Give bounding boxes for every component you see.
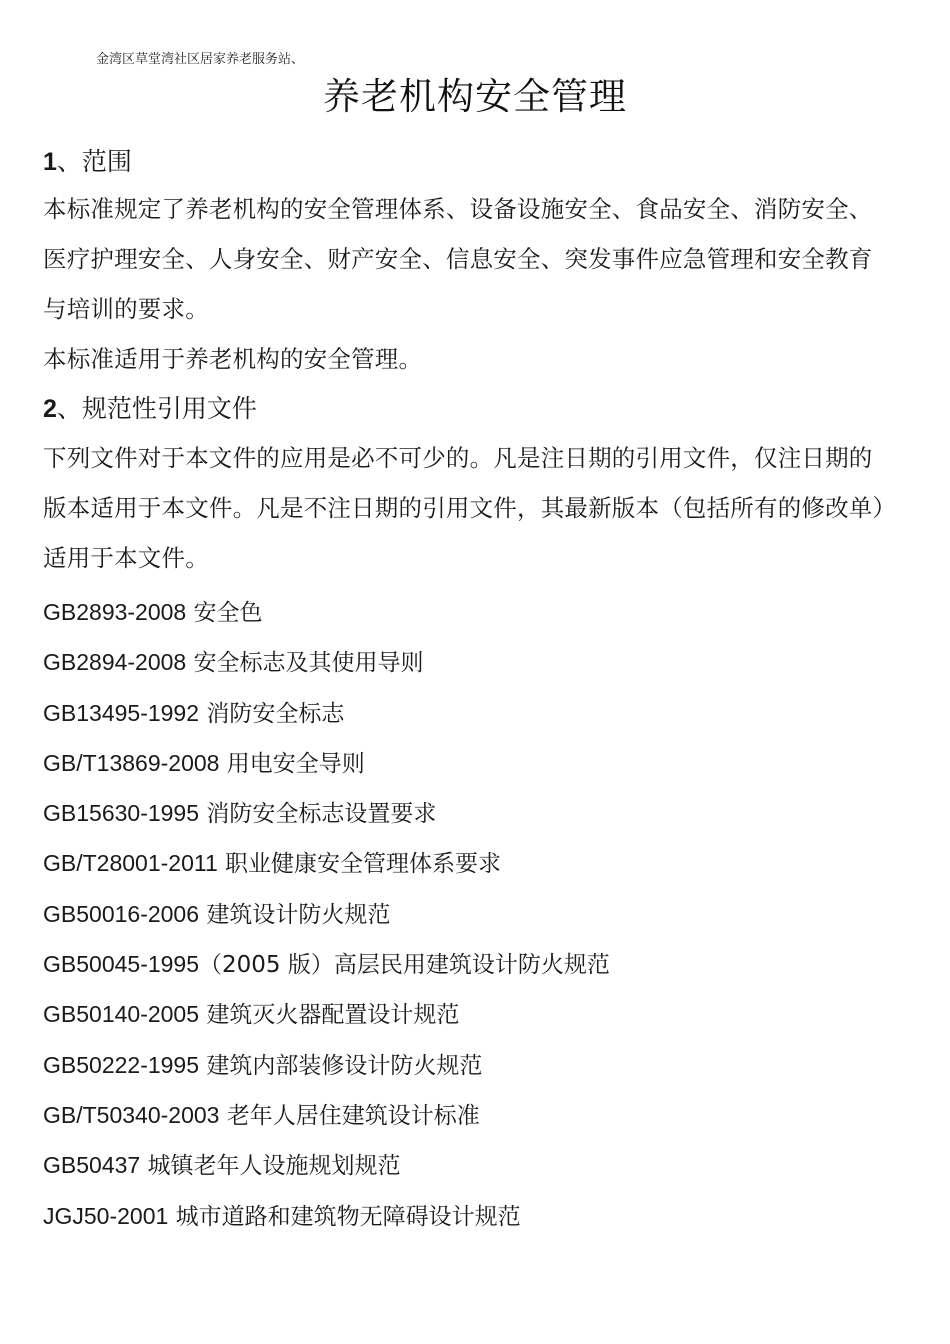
reference-name: 建筑内部装修设计防火规范 <box>199 1052 483 1079</box>
organization-header: 金湾区草堂湾社区居家养老服务站、 <box>96 52 305 67</box>
reference-code: GB2893-2008 <box>43 599 187 625</box>
reference-item <box>43 637 893 687</box>
reference-code: GB50437 <box>43 1152 141 1179</box>
reference-item <box>43 688 893 738</box>
reference-code: GB50045-1995 <box>43 951 200 978</box>
section-heading-text: 、规范性引用文件 <box>56 394 257 423</box>
reference-name: 城镇老年人设施规划规范 <box>140 1153 401 1180</box>
reference-name: （2005 版）高层民用建筑设计防火规范 <box>199 952 610 979</box>
reference-item <box>43 1040 893 1090</box>
reference-item <box>43 1090 893 1140</box>
scope-paragraph-2: 本标准适用于养老机构的安全管理。 <box>43 345 423 373</box>
references-intro-paragraph: 下列文件对于本文件的应用是必不可少的。凡是注日期的引用文件，仅注日期的版本适用于本文件。凡是不注日期的引用文件，其最新版本（包括所有的修改单）适用于本文件。 <box>43 444 885 572</box>
reference-name: 安全标志及其使用导则 <box>186 650 424 677</box>
document-body <box>43 140 893 1241</box>
reference-code: GB50222-1995 <box>43 1051 200 1078</box>
reference-name: 安全色 <box>186 600 263 626</box>
reference-code: GB/T28001-2011 <box>43 850 218 877</box>
reference-item <box>43 989 893 1039</box>
section-number: 2 <box>43 395 57 423</box>
reference-item <box>43 838 893 888</box>
reference-item <box>43 587 893 637</box>
reference-name: 用电安全导则 <box>219 750 365 777</box>
reference-code: GB/T13869-2008 <box>43 749 220 776</box>
reference-name: 消防安全标志设置要求 <box>199 801 437 828</box>
reference-item <box>43 1140 893 1190</box>
section-heading-text: 、范围 <box>56 147 132 176</box>
reference-name: 消防安全标志 <box>199 700 345 727</box>
reference-name: 建筑设计防火规范 <box>199 901 391 928</box>
section-number: 1 <box>43 148 57 176</box>
section-heading-normative-references <box>43 387 893 431</box>
reference-item <box>43 738 893 788</box>
reference-item <box>43 788 893 838</box>
reference-code: GB15630-1995 <box>43 800 200 827</box>
reference-code: GB50016-2006 <box>43 900 200 927</box>
document-title: 养老机构安全管理 <box>323 75 627 118</box>
reference-item <box>43 889 893 939</box>
reference-item <box>43 939 893 989</box>
reference-code: JGJ50-2001 <box>43 1202 169 1229</box>
reference-code: GB/T50340-2003 <box>43 1101 220 1128</box>
reference-list <box>43 587 893 1241</box>
reference-code: GB2894-2008 <box>43 649 187 676</box>
reference-code: GB50140-2005 <box>43 1001 200 1028</box>
reference-item <box>43 1191 893 1241</box>
reference-code: GB13495-1992 <box>43 699 200 726</box>
reference-name: 建筑灭火器配置设计规范 <box>199 1002 460 1029</box>
reference-name: 城市道路和建筑物无障碍设计规范 <box>168 1203 521 1230</box>
reference-name: 职业健康安全管理体系要求 <box>217 851 502 878</box>
scope-paragraph-1: 本标准规定了养老机构的安全管理体系、设备设施安全、食品安全、消防安全、医疗护理安全、人身安全、财产安全、信息安全、突发事件应急管理和安全教育与培训的要求。 <box>43 195 873 323</box>
reference-name: 老年人居住建筑设计标准 <box>219 1102 480 1129</box>
section-heading-scope <box>43 140 893 184</box>
